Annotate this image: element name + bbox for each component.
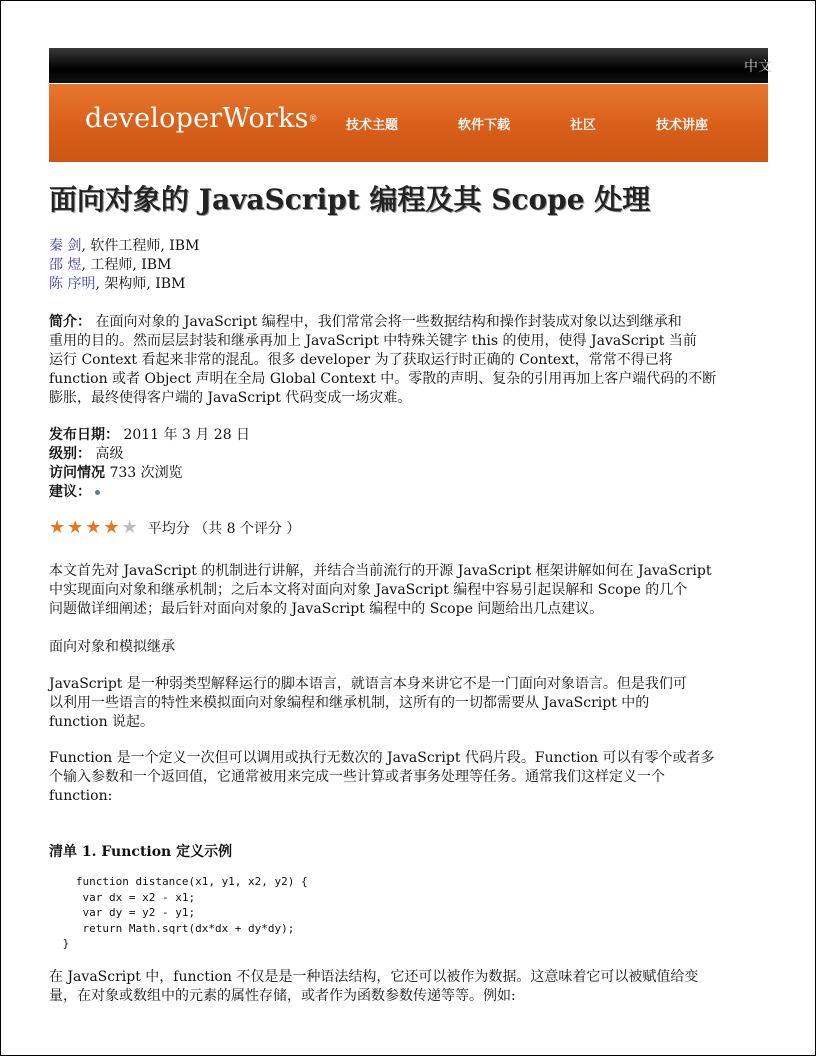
code-listing: function distance(x1, y1, x2, y2) { var dx = x2 - x1; var dy = y2 - y1; return Math.sqrt(dx*dx + dy*dy); } [62, 875, 308, 950]
star-empty-icon[interactable]: ★ [121, 517, 138, 538]
star-filled-icon[interactable]: ★ [103, 517, 120, 538]
author-list [49, 237, 199, 294]
star-filled-icon[interactable]: ★ [49, 517, 66, 538]
summary-line: 膨胀，最终使得客户端的 JavaScript 代码变成一场灾难。 [49, 390, 412, 406]
logo-text: developerWorks [85, 103, 309, 134]
article-title: 面向对象的 JavaScript 编程及其 Scope 处理 [49, 183, 651, 216]
level: 级别： 高级 [49, 446, 124, 462]
rating [49, 518, 300, 538]
paragraph-3: 在 JavaScript 中，function 不仅是是一种语法结构，它还可以被作为数据。这意味着它可以被赋值给变 量，在对象或数组中的元素的属性存储，或者作为函数参数传递等等。例如: [49, 969, 699, 1004]
star-filled-icon[interactable]: ★ [85, 517, 102, 538]
author-line [49, 237, 199, 256]
author-role: , 软件工程师, IBM [81, 238, 200, 254]
intro-paragraph: 本文首先对 JavaScript 的机制进行讲解，并结合当前流行的开源 JavaScript 框架讲解如何在 JavaScript 中实现面向对象和继承机制；之后本文将对面向对象 JavaScript 编程中容易引起误解和 Scope 的几个 问题做详细阐述；最后针对面向对象的 JavaScript 编程中的 Scope 问题给出几点建议。 [49, 563, 712, 617]
section-heading: 面向对象和模拟继承 [49, 639, 175, 655]
developerworks-logo[interactable] [85, 103, 318, 134]
listing-title: 清单 1. Function 定义示例 [49, 844, 233, 860]
language-link[interactable]: 中文 [744, 59, 772, 75]
nav-technical-topics[interactable]: 技术主题 [346, 118, 399, 133]
summary-line: function 或者 Object 声明在全局 Global Context 中。零散的声明、复杂的引用再加上客户端代码的不断 [49, 371, 717, 387]
author-line [49, 256, 199, 275]
registered-mark: ® [308, 114, 318, 125]
suggestion: 建议： [49, 483, 250, 502]
summary-line: 运行 Context 看起来非常的混乱。很多 developer 为了获取运行时正确的 Context，常常不得已将 [49, 352, 673, 368]
top-bar [49, 48, 772, 83]
author-link[interactable]: 陈 序明 [49, 276, 96, 292]
paragraph-1: JavaScript 是一种弱类型解释运行的脚本语言，就语言本身来讲它不是一门面向对象语言。但是我们可 以利用一些语言的特性来模拟面向对象编程和继承机制，这所有的一切都需要从 JavaScript 中的 function 说起。 [49, 676, 687, 730]
author-role: , 架构师, IBM [95, 276, 186, 292]
author-role: , 工程师, IBM [81, 257, 172, 273]
header-banner [49, 84, 768, 162]
article-meta [49, 426, 250, 502]
summary-label: 简介： [49, 314, 91, 330]
summary [49, 313, 773, 408]
nav-community[interactable]: 社区 [570, 118, 597, 133]
author-link[interactable]: 秦 剑 [49, 238, 82, 254]
star-filled-icon[interactable]: ★ [67, 517, 84, 538]
suggestion-bullet-icon[interactable] [95, 490, 100, 495]
author-link[interactable]: 邵 煜 [49, 257, 82, 273]
nav-tech-briefings[interactable]: 技术讲座 [656, 118, 709, 133]
summary-line: 简介： 在面向对象的 JavaScript 编程中，我们常常会将一些数据结构和操作封装成对象以达到继承和 [49, 314, 682, 330]
paragraph-2: Function 是一个定义一次但可以调用或执行无数次的 JavaScript 代码片段。Function 可以有零个或者多 个输入参数和一个返回值，它通常被用来完成一些计算或者事务处理等任务。通常我们这样定义一个 function: [49, 750, 715, 804]
author-line [49, 275, 199, 294]
rating-stars[interactable] [49, 519, 138, 537]
rating-text: 平均分 （共 8 个评分 ） [147, 521, 301, 537]
visits: 访问情况 733 次浏览 [49, 465, 183, 481]
summary-line: 重用的目的。然而层层封装和继承再加上 JavaScript 中特殊关键字 this 的使用，使得 JavaScript 当前 [49, 333, 697, 349]
publish-date: 发布日期： 2011 年 3 月 28 日 [49, 427, 251, 443]
nav-software-downloads[interactable]: 软件下载 [458, 118, 511, 133]
